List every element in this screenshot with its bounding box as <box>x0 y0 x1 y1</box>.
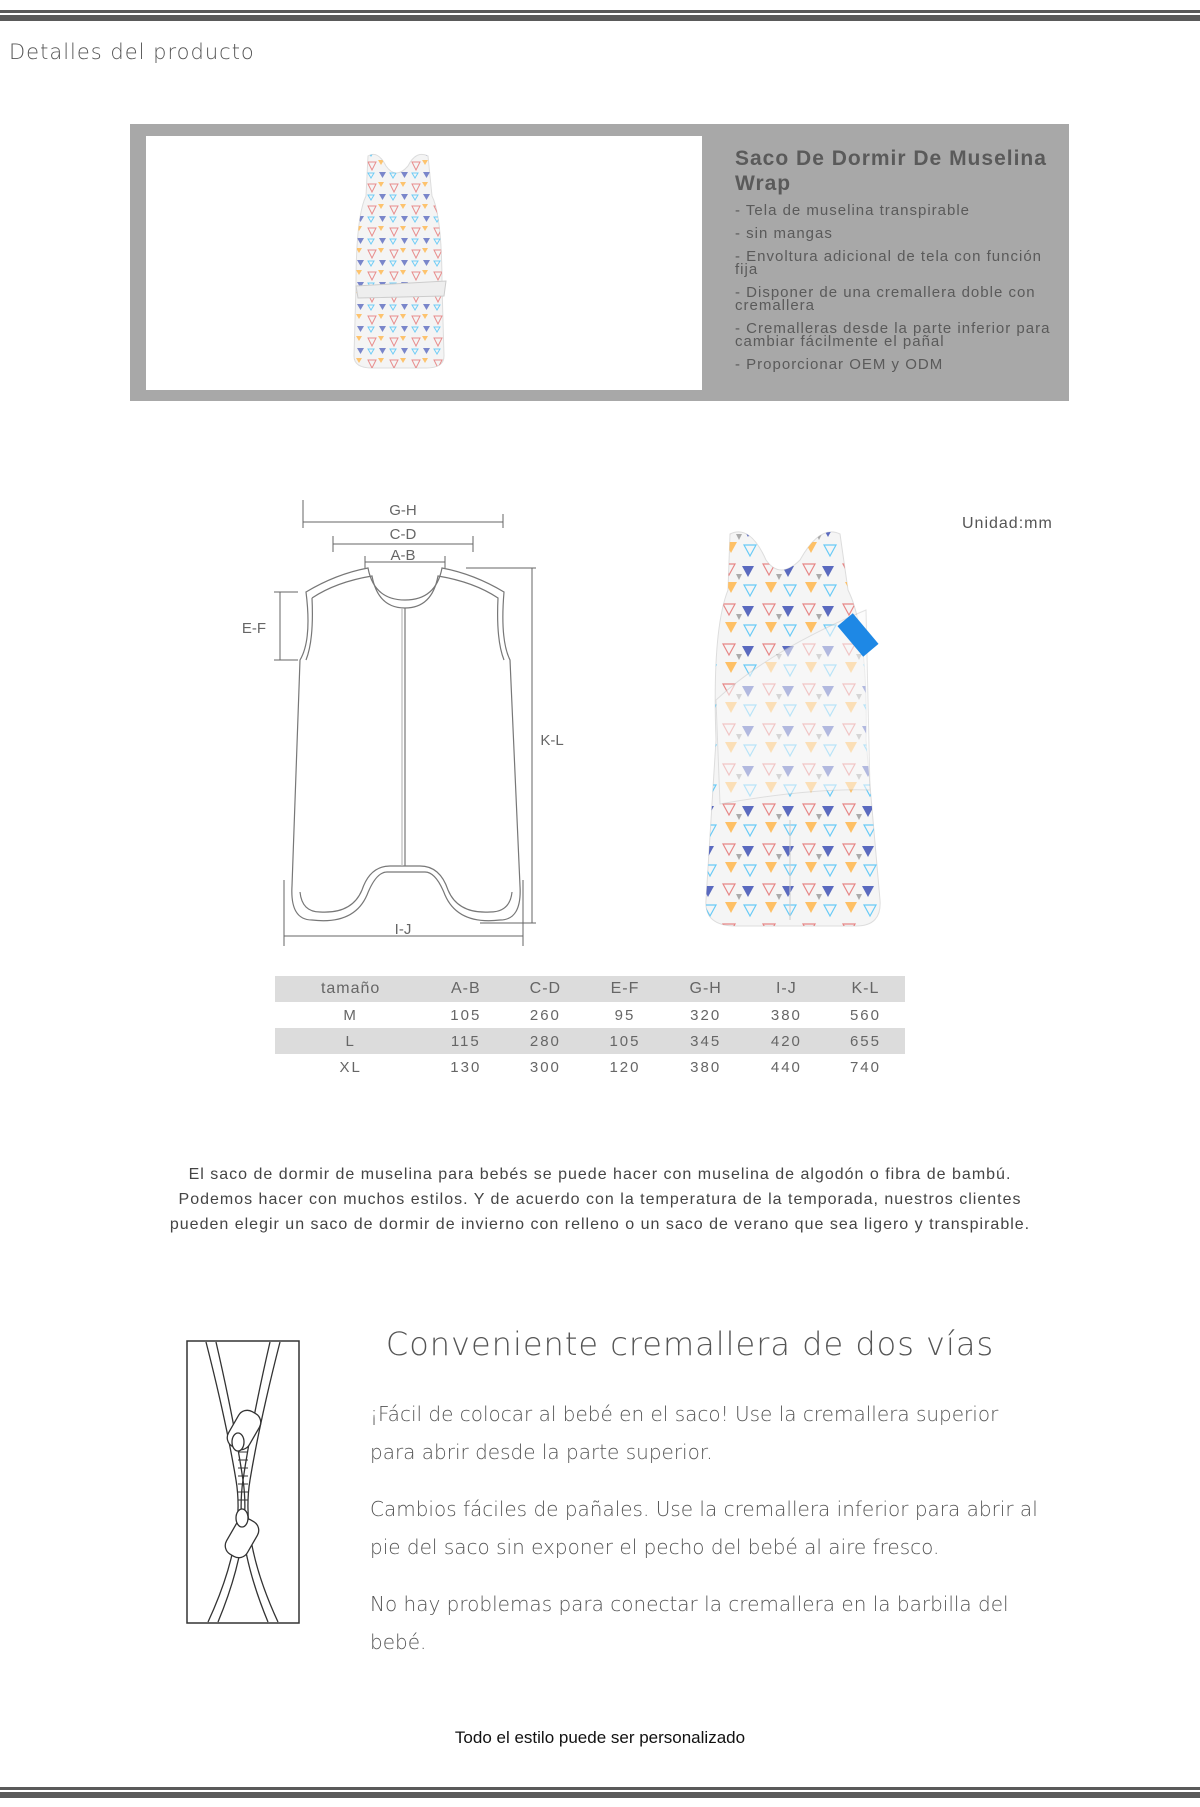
table-cell: 380 <box>770 1006 802 1024</box>
sleep-sack-small-image <box>146 136 702 390</box>
table-header-row <box>275 976 905 1002</box>
section-title: Detalles del producto <box>9 40 255 64</box>
zipper-paragraph: No hay problemas para conectar la cremallera en la barbilla del bebé. <box>370 1592 1009 1654</box>
size-table <box>275 976 905 1080</box>
table-header-cell: I-J <box>747 976 826 1002</box>
table-header-cell: E-F <box>585 976 664 1002</box>
bottom-border <box>0 1787 1200 1798</box>
table-cell: 380 <box>690 1058 722 1076</box>
unit-label: Unidad:mm <box>962 515 1053 532</box>
table-cell: 95 <box>614 1006 636 1024</box>
table-header-cell: A-B <box>426 976 505 1002</box>
table-cell: 320 <box>690 1006 722 1024</box>
zipper-paragraph: Cambios fáciles de pañales. Use la cremallera inferior para abrir al pie del saco sin exponer el pecho del bebé al aire fresco. <box>370 1497 1038 1559</box>
zipper-icon <box>186 1340 300 1624</box>
table-header-cell: tamaño <box>275 976 426 1002</box>
table-header-cell: G-H <box>664 976 746 1002</box>
table-cell: 120 <box>609 1058 641 1076</box>
table-cell: 105 <box>585 1028 664 1054</box>
table-cell: 740 <box>849 1058 881 1076</box>
table-cell: 440 <box>770 1058 802 1076</box>
label-ab: A-B <box>390 547 416 564</box>
table-cell: 655 <box>826 1028 905 1054</box>
product-info <box>735 146 1060 381</box>
table-cell: 280 <box>505 1028 585 1054</box>
table-cell: 345 <box>664 1028 746 1054</box>
label-kl: K-L <box>540 732 564 749</box>
table-cell: 115 <box>426 1028 505 1054</box>
feature-item: - Tela de muselina transpirable <box>735 202 971 219</box>
product-description: El saco de dormir de muselina para bebés se puede hacer con muselina de algodón o fibra de bambú. Podemos hacer con muchos estilos. Y de acuerdo con la temperatura de la temporada, nuestros clientes pueden elegir un saco de dormir de invierno con relleno o un saco de verano que sea ligero y transpirable. <box>169 1166 1031 1233</box>
feature-item: - Cremalleras desde la parte inferior para cambiar fácilmente el pañal <box>735 320 1051 350</box>
table-cell: 130 <box>450 1058 482 1076</box>
table-cell: 105 <box>450 1006 482 1024</box>
label-ef: E-F <box>241 620 267 637</box>
feature-item: - Proporcionar OEM y ODM <box>735 356 944 373</box>
top-border <box>0 10 1200 21</box>
sleep-sack-large-image <box>680 520 920 940</box>
feature-item: - sin mangas <box>735 225 833 242</box>
zipper-heading: Conveniente cremallera de dos vías <box>385 1325 995 1363</box>
table-header-cell: K-L <box>826 976 905 1002</box>
product-photo <box>146 136 702 390</box>
table-row <box>275 1028 905 1054</box>
product-name: Saco De Dormir De Muselina Wrap <box>735 147 1047 195</box>
product-card <box>130 124 1069 401</box>
label-cd: C-D <box>389 526 417 543</box>
table-cell: 420 <box>747 1028 826 1054</box>
table-cell: M <box>343 1006 358 1024</box>
zipper-paragraph: ¡Fácil de colocar al bebé en el saco! Use la cremallera superior para abrir desde la parte superior. <box>370 1402 999 1464</box>
measurement-diagram <box>240 500 580 960</box>
table-cell: 560 <box>849 1006 881 1024</box>
table-cell: L <box>275 1028 426 1054</box>
label-gh: G-H <box>389 502 417 519</box>
table-row <box>275 1054 905 1080</box>
table-row <box>275 1002 905 1028</box>
label-ij: I-J <box>394 921 412 938</box>
table-cell: 300 <box>529 1058 561 1076</box>
feature-item: - Envoltura adicional de tela con función fija <box>735 248 1043 278</box>
table-cell: XL <box>339 1058 362 1076</box>
customization-note: Todo el estilo puede ser personalizado <box>454 1728 746 1747</box>
table-cell: 260 <box>529 1006 561 1024</box>
feature-item: - Disponer de una cremallera doble con cremallera <box>735 284 1036 314</box>
table-header-cell: C-D <box>505 976 585 1002</box>
